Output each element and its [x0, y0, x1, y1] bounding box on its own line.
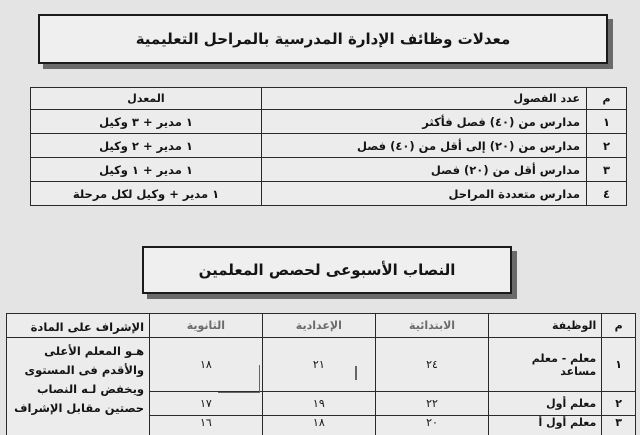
header-number: م: [602, 314, 636, 338]
supervision-cell: هـو المعلم الأعلى والأقدم فى المستوى ويخفض لـه النصاب حصتين مقابل الإشراف: [7, 338, 150, 435]
row-number: ٢: [587, 134, 627, 158]
table-header-row: [7, 314, 636, 338]
header-preparatory: الإعدادية: [262, 314, 375, 338]
job-cell: معلم أول: [489, 392, 602, 416]
weekly-quota-table: [6, 313, 636, 435]
section-title-text: النصاب الأسبوعى لحصص المعلمين: [198, 261, 456, 279]
table-row: [31, 182, 627, 206]
row-number: ١: [587, 110, 627, 134]
class-count-cell: مدارس متعددة المراحل: [262, 182, 587, 206]
row-number: ٣: [602, 416, 636, 435]
pen-mark: [218, 365, 260, 393]
table-row: [31, 110, 627, 134]
header-supervision: الإشراف على المادة: [7, 314, 150, 338]
rate-cell: ١ مدير + ٢ وكيل: [31, 134, 262, 158]
secondary-cell: ١٨: [150, 338, 263, 392]
header-secondary: الثانوية: [150, 314, 263, 338]
table-header-row: [31, 88, 627, 110]
primary-cell: ٢٤: [375, 338, 488, 392]
class-count-cell: مدارس أقل من (٢٠) فصل: [262, 158, 587, 182]
administration-rates-table: [30, 87, 627, 206]
table-row: [7, 338, 636, 392]
header-number: م: [587, 88, 627, 110]
header-job: الوظيفة: [489, 314, 602, 338]
primary-cell: ٢٢: [375, 392, 488, 416]
secondary-cell: ١٦: [150, 416, 263, 435]
rate-cell: ١ مدير + ١ وكيل: [31, 158, 262, 182]
table-row: [31, 134, 627, 158]
preparatory-cell: ١٨: [262, 416, 375, 435]
header-rate: المعدل: [31, 88, 262, 110]
primary-cell: ٢٠: [375, 416, 488, 435]
pen-mark: [355, 366, 357, 380]
class-count-cell: مدارس من (٢٠) إلى أقل من (٤٠) فصل: [262, 134, 587, 158]
row-number: ٤: [587, 182, 627, 206]
row-number: ١: [602, 338, 636, 392]
secondary-cell: ١٧: [150, 392, 263, 416]
preparatory-cell: ٢١: [262, 338, 375, 392]
header-class-count: عدد الفصول: [262, 88, 587, 110]
page-title-text: معدلات وظائف الإدارة المدرسية بالمراحل التعليمية: [135, 30, 511, 48]
preparatory-cell: ١٩: [262, 392, 375, 416]
job-cell: معلم - معلم مساعد: [489, 338, 602, 392]
row-number: ٢: [602, 392, 636, 416]
page-title: [38, 14, 608, 64]
table-row: [31, 158, 627, 182]
row-number: ٣: [587, 158, 627, 182]
rate-cell: ١ مدير + وكيل لكل مرحلة: [31, 182, 262, 206]
job-cell: معلم أول أ: [489, 416, 602, 435]
class-count-cell: مدارس من (٤٠) فصل فأكثر: [262, 110, 587, 134]
section-title: [142, 246, 512, 294]
header-primary: الابتدائية: [375, 314, 488, 338]
rate-cell: ١ مدير + ٣ وكيل: [31, 110, 262, 134]
